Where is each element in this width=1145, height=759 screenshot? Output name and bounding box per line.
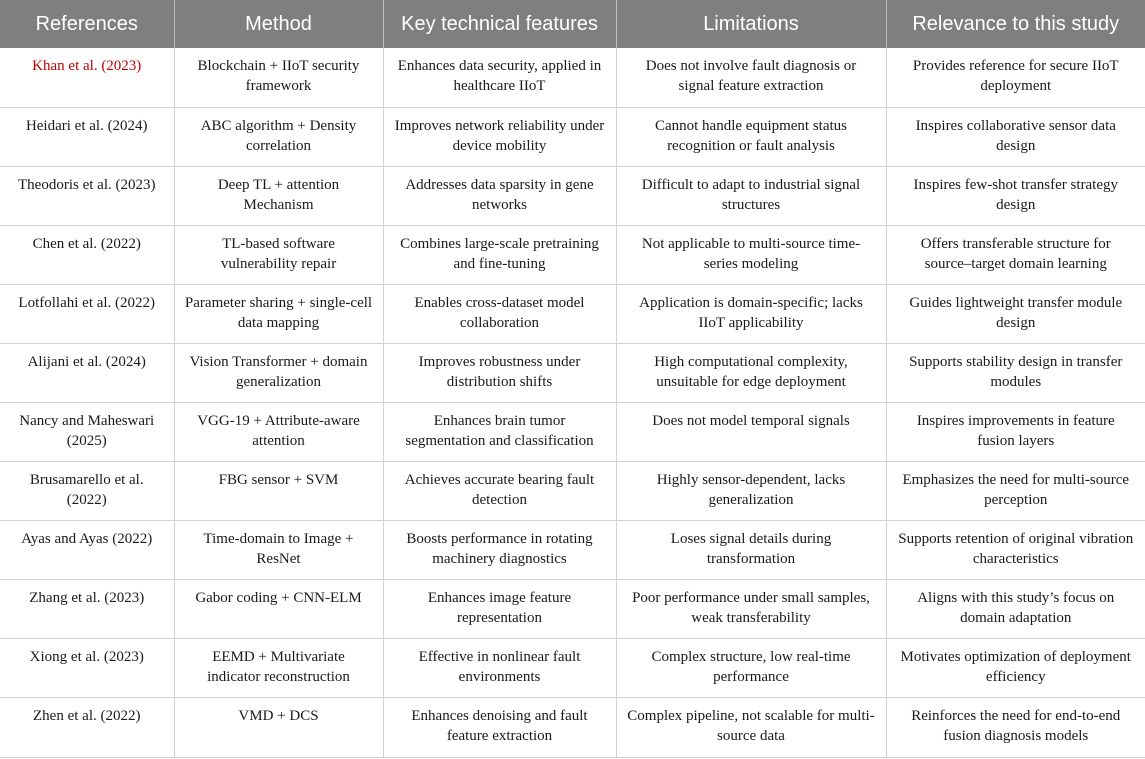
reference-cell: Ayas and Ayas (2022) xyxy=(0,520,174,579)
limitations-cell: Poor performance under small samples, weak transferability xyxy=(616,579,886,638)
features-cell: Enhances denoising and fault feature extraction xyxy=(383,697,616,757)
limitations-cell: High computational complexity, unsuitable for edge deployment xyxy=(616,343,886,402)
limitations-cell: Does not model temporal signals xyxy=(616,402,886,461)
method-cell: Deep TL + attention Mechanism xyxy=(174,166,383,225)
table-row xyxy=(0,48,1145,107)
reference-link[interactable]: Khan et al. (2023) xyxy=(32,58,142,74)
relevance-cell: Emphasizes the need for multi-source perception xyxy=(886,461,1145,520)
method-cell: FBG sensor + SVM xyxy=(174,461,383,520)
reference-cell: Xiong et al. (2023) xyxy=(0,638,174,697)
header-method: Method xyxy=(174,0,383,48)
table-row xyxy=(0,107,1145,166)
method-cell: EEMD + Multivariate indicator reconstruction xyxy=(174,638,383,697)
relevance-cell: Aligns with this study’s focus on domain adaptation xyxy=(886,579,1145,638)
table-row xyxy=(0,402,1145,461)
reference-cell: Heidari et al. (2024) xyxy=(0,107,174,166)
reference-cell: Brusamarello et al. (2022) xyxy=(0,461,174,520)
reference-cell: Zhen et al. (2022) xyxy=(0,697,174,757)
limitations-cell: Highly sensor-dependent, lacks generalization xyxy=(616,461,886,520)
reference-cell: Lotfollahi et al. (2022) xyxy=(0,284,174,343)
reference-cell[interactable] xyxy=(0,48,174,107)
relevance-cell: Inspires improvements in feature fusion layers xyxy=(886,402,1145,461)
features-cell: Enables cross-dataset model collaboration xyxy=(383,284,616,343)
table-row xyxy=(0,579,1145,638)
features-cell: Effective in nonlinear fault environments xyxy=(383,638,616,697)
features-cell: Improves robustness under distribution shifts xyxy=(383,343,616,402)
limitations-cell: Loses signal details during transformation xyxy=(616,520,886,579)
features-cell: Enhances brain tumor segmentation and classification xyxy=(383,402,616,461)
relevance-cell: Provides reference for secure IIoT deployment xyxy=(886,48,1145,107)
method-cell: TL-based software vulnerability repair xyxy=(174,225,383,284)
features-cell: Achieves accurate bearing fault detection xyxy=(383,461,616,520)
limitations-cell: Complex pipeline, not scalable for multi-source data xyxy=(616,697,886,757)
relevance-cell: Inspires few-shot transfer strategy design xyxy=(886,166,1145,225)
relevance-cell: Inspires collaborative sensor data design xyxy=(886,107,1145,166)
relevance-cell: Supports retention of original vibration characteristics xyxy=(886,520,1145,579)
limitations-cell: Not applicable to multi-source time-series modeling xyxy=(616,225,886,284)
features-cell: Enhances data security, applied in healthcare IIoT xyxy=(383,48,616,107)
header-relevance: Relevance to this study xyxy=(886,0,1145,48)
table-row xyxy=(0,638,1145,697)
limitations-cell: Does not involve fault diagnosis or signal feature extraction xyxy=(616,48,886,107)
limitations-cell: Difficult to adapt to industrial signal structures xyxy=(616,166,886,225)
header-references: References xyxy=(0,0,174,48)
table-row xyxy=(0,461,1145,520)
header-key-features: Key technical features xyxy=(383,0,616,48)
relevance-cell: Reinforces the need for end-to-end fusion diagnosis models xyxy=(886,697,1145,757)
table-header-row xyxy=(0,0,1145,48)
method-cell: Time-domain to Image + ResNet xyxy=(174,520,383,579)
reference-cell: Theodoris et al. (2023) xyxy=(0,166,174,225)
method-cell: Vision Transformer + domain generalization xyxy=(174,343,383,402)
reference-cell: Nancy and Maheswari (2025) xyxy=(0,402,174,461)
relevance-cell: Offers transferable structure for source–target domain learning xyxy=(886,225,1145,284)
method-cell: Gabor coding + CNN-ELM xyxy=(174,579,383,638)
features-cell: Improves network reliability under device mobility xyxy=(383,107,616,166)
table-row xyxy=(0,520,1145,579)
method-cell: Parameter sharing + single-cell data mapping xyxy=(174,284,383,343)
limitations-cell: Complex structure, low real-time performance xyxy=(616,638,886,697)
table-row xyxy=(0,166,1145,225)
relevance-cell: Motivates optimization of deployment efficiency xyxy=(886,638,1145,697)
method-cell: Blockchain + IIoT security framework xyxy=(174,48,383,107)
table-row xyxy=(0,225,1145,284)
features-cell: Enhances image feature representation xyxy=(383,579,616,638)
limitations-cell: Cannot handle equipment status recognition or fault analysis xyxy=(616,107,886,166)
table-row xyxy=(0,697,1145,757)
reference-cell: Chen et al. (2022) xyxy=(0,225,174,284)
relevance-cell: Guides lightweight transfer module design xyxy=(886,284,1145,343)
method-cell: VMD + DCS xyxy=(174,697,383,757)
table-row xyxy=(0,284,1145,343)
table-row xyxy=(0,343,1145,402)
reference-cell: Alijani et al. (2024) xyxy=(0,343,174,402)
features-cell: Boosts performance in rotating machinery diagnostics xyxy=(383,520,616,579)
limitations-cell: Application is domain-specific; lacks IIoT applicability xyxy=(616,284,886,343)
features-cell: Combines large-scale pretraining and fine-tuning xyxy=(383,225,616,284)
header-limitations: Limitations xyxy=(616,0,886,48)
relevance-cell: Supports stability design in transfer modules xyxy=(886,343,1145,402)
features-cell: Addresses data sparsity in gene networks xyxy=(383,166,616,225)
method-cell: ABC algorithm + Density correlation xyxy=(174,107,383,166)
reference-cell: Zhang et al. (2023) xyxy=(0,579,174,638)
method-cell: VGG-19 + Attribute-aware attention xyxy=(174,402,383,461)
